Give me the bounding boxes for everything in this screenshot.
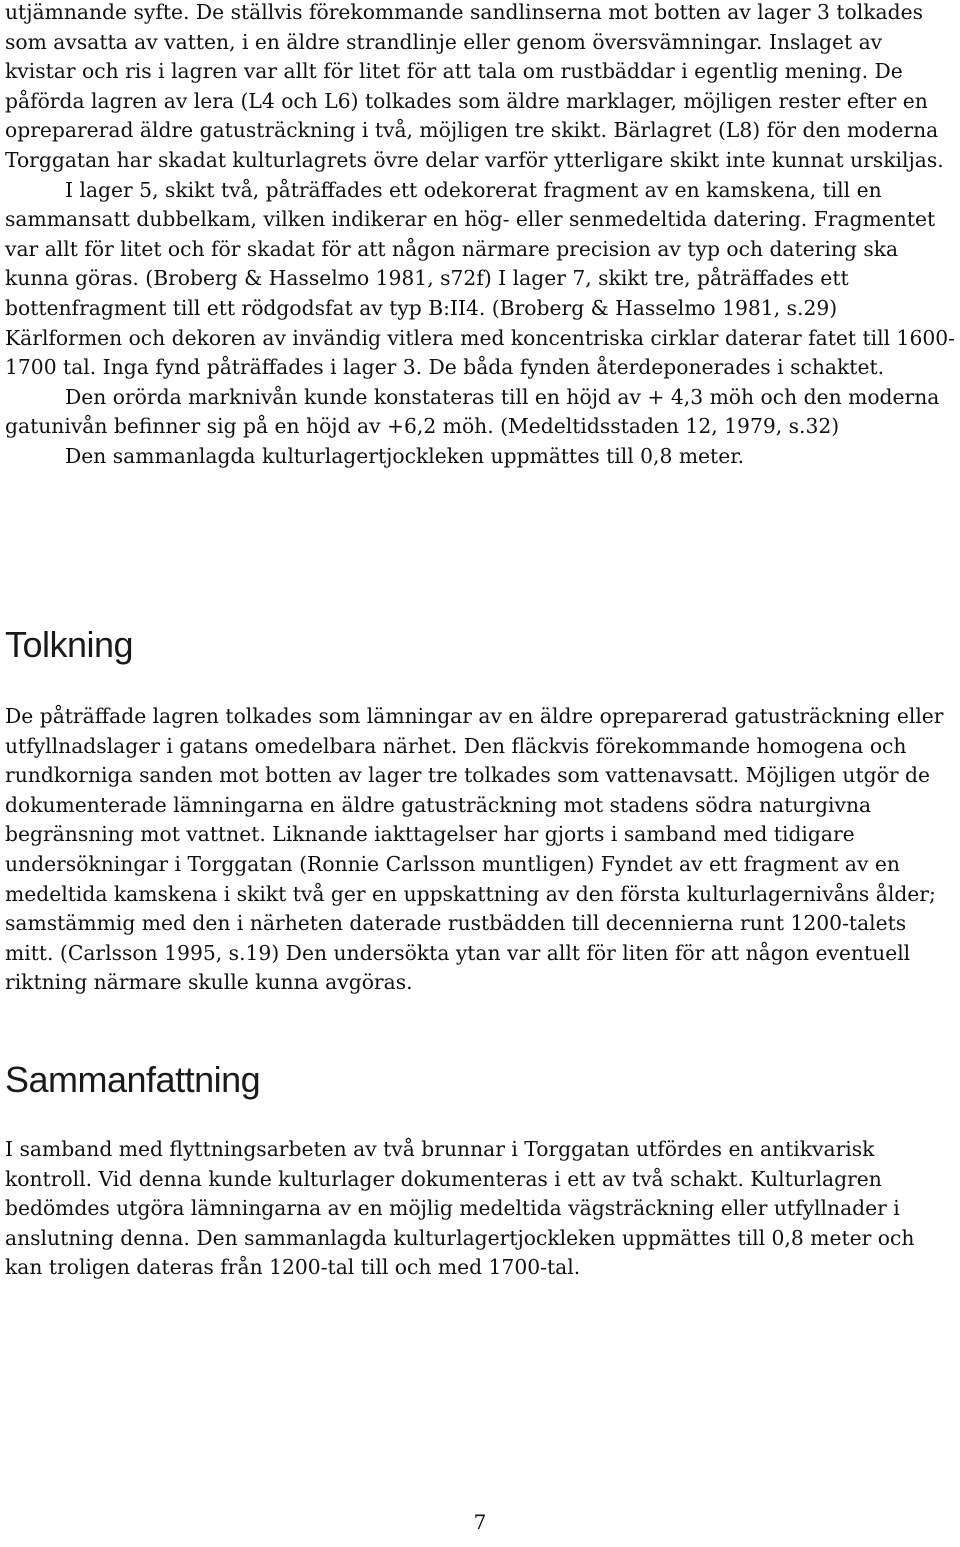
heading-tolkning: Tolkning bbox=[5, 624, 134, 665]
page-number: 7 bbox=[473, 1510, 487, 1534]
paragraph-layer-thickness: Den sammanlagda kulturlagertjockleken uppmättes till 0,8 meter. bbox=[65, 443, 745, 468]
paragraph-ground-level: Den orörda marknivån kunde konstateras till en höjd av + 4,3 möh och den moderna gatunivån befinner sig på en höjd av +6,2 möh. (Medeltidsstaden 12, 1979, s.32) bbox=[5, 384, 940, 439]
paragraph-sammanfattning: I samband med flyttningsarbeten av två brunnar i Torggatan utfördes en antikvarisk kontroll. Vid denna kunde kulturlager dokumenteras i ett av två schakt. Kulturlagren bedömdes utgöra lämningarna av en möjlig medeltida vägsträckning eller utfyllnader i anslutning denna. Den sammanlagda kulturlagertjockleken uppmättes till 0,8 meter och kan troligen dateras från 1200-tal till och med 1700-tal. bbox=[5, 1137, 915, 1280]
section-tolkning bbox=[5, 702, 957, 998]
section-sammanfattning bbox=[5, 1135, 957, 1283]
paragraph-finds: I lager 5, skikt två, påträffades ett odekorerat fragment av en kamskena, till en sammansatt dubbelkam, vilken indikerar en hög- eller senmedeltida datering. Fragmentet var allt för litet och för skadat för att någon närmare precision av typ och datering ska kunna göras. (Broberg & Hasselmo 1981, s72f) I lager 7, skikt tre, påträffades ett bottenfragment till ett rödgodsfat av typ B:II4. (Broberg & Hasselmo 1981, s.29) Kärlformen och dekoren av invändig vitlera med koncentriska cirklar daterar fatet till 1600-1700 tal. Inga fynd påträffades i lager 3. De båda fynden återdeponerades i schaktet. bbox=[5, 177, 956, 380]
section-intro bbox=[5, 0, 957, 472]
heading-sammanfattning: Sammanfattning bbox=[5, 1059, 261, 1100]
paragraph-tolkning: De påträffade lagren tolkades som lämningar av en äldre opreparerad gatusträckning eller utfyllnadslager i gatans omedelbara närhet. Den fläckvis förekommande homogena och rundkorniga sanden mot botten av lager tre tolkades som vattenavsatt. Möjligen utgör de dokumenterade lämningarna en äldre gatusträckning mot stadens södra naturgivna begränsning mot vattnet. Liknande iakttagelser har gjorts i samband med tidigare undersökningar i Torggatan (Ronnie Carlsson muntligen) Fyndet av ett fragment av en medeltida kamskena i skikt två ger en uppskattning av den första kulturlagernivåns ålder; samstämmig med den i närheten daterade rustbädden till decennierna runt 1200-talets mitt. (Carlsson 1995, s.19) Den undersökta ytan var allt för liten för att någon eventuell riktning närmare skulle kunna avgöras. bbox=[5, 704, 944, 995]
paragraph-sediment-interpretation: utjämnande syfte. De ställvis förekommande sandlinserna mot botten av lager 3 tolkades som avsatta av vatten, i en äldre strandlinje eller genom översvämningar. Inslaget av kvistar och ris i lagren var allt för litet för att tala om rustbäddar i egentlig mening. De påförda lagren av lera (L4 och L6) tolkades som äldre marklager, möjligen rester efter en opreparerad äldre gatusträckning i två, möjligen tre skikt. Bärlagret (L8) för den moderna Torggatan har skadat kulturlagrets övre delar varför ytterligare skikt inte kunnat urskiljas. bbox=[5, 0, 944, 172]
